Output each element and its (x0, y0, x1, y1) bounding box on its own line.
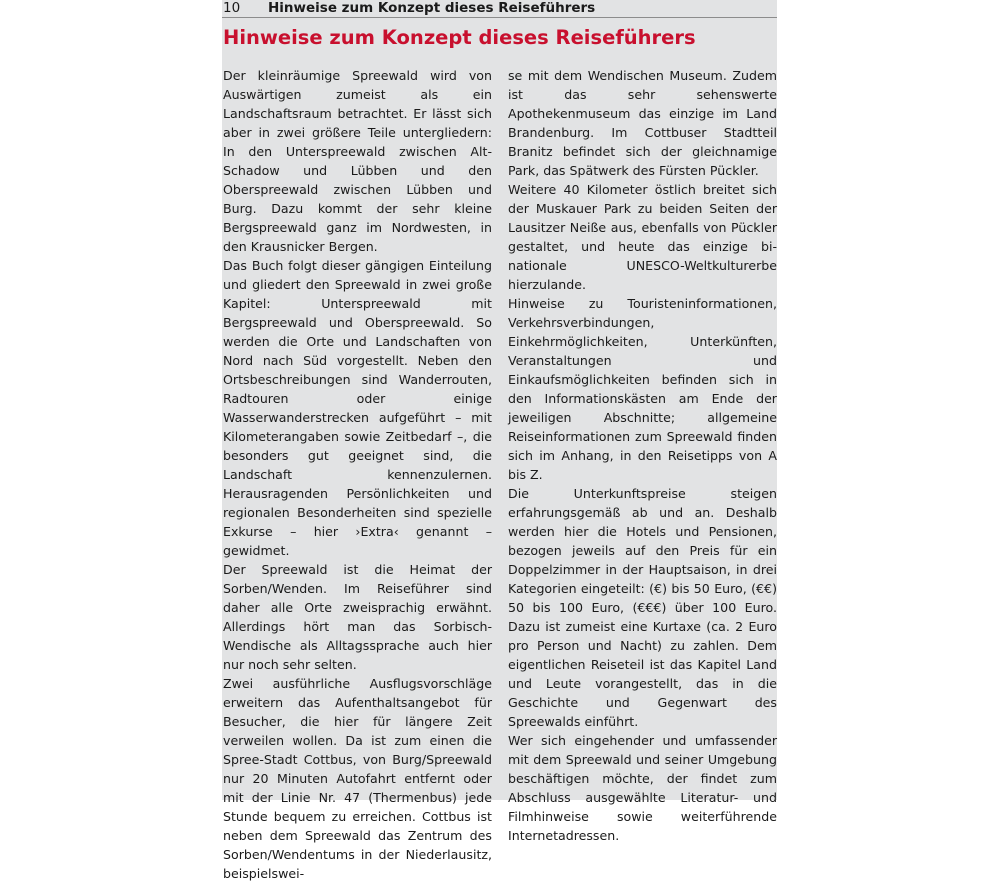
running-head (222, 0, 777, 18)
paragraph: Der kleinräumige Spreewald wird von Auswärtigen zumeist als ein Landschaftsraum betrachtet. Er lässt sich aber in zwei größere Teile untergliedern: In den Unterspreewald zwischen Alt-Schadow und Lübben und den Oberspreewald zwischen Lübben und Burg. Dazu kommt der sehr kleine Bergspreewald ganz im Nordwesten, in den Krausnicker Bergen. (223, 68, 492, 254)
running-head-title: Hinweise zum Konzept dieses Reiseführers (268, 0, 596, 16)
paragraph: Das Buch folgt dieser gängigen Einteilung und gliedert den Spreewald in zwei große Kapitel: Unterspreewald mit Bergspreewald und Oberspreewald. So werden die Orte und Landschaften von Nord nach Süd vorgestellt. Neben den Ortsbeschreibungen sind Wanderrouten, Radtouren oder einige Wasserwanderstrecken aufgeführt – mit Kilometerangaben sowie Zeitbedarf –, die besonders gut geeignet sind, die Landschaft kennenzulernen. Herausragenden Persönlichkeiten und regionalen Besonderheiten sind spezielle Exkurse – hier ›Extra‹ genannt – gewidmet. (223, 258, 492, 558)
paragraph: Weitere 40 Kilometer östlich breitet sich der Muskauer Park zu beiden Seiten der Lausitzer Neiße aus, ebenfalls von Pückler gestaltet, und heute das einzige bi-nationale UNESCO-Weltkulturerbe hierzulande. (508, 182, 777, 292)
paragraph: Die Unterkunftspreise steigen erfahrungsgemäß ab und an. Deshalb werden hier die Hotels und Pensionen, bezogen jeweils auf den Preis für ein Doppelzimmer in der Hauptsaison, in drei Kategorien eingeteilt: (€) bis 50 Euro, (€€) 50 bis 100 Euro, (€€€) über 100 Euro. Dazu ist zumeist eine Kurtaxe (ca. 2 Euro pro Person und Nacht) zu zahlen. Dem eigentlichen Reiseteil ist das Kapitel Land und Leute vorangestellt, das in die Geschichte und Gegenwart des Spreewalds einführt. (508, 486, 777, 729)
paragraph: Der Spreewald ist die Heimat der Sorben/Wenden. Im Reiseführer sind daher alle Orte zweisprachig erwähnt. Allerdings hört man das Sorbisch-Wendische als Alltagssprache auch hier nur noch sehr selten. (223, 562, 492, 672)
text-column-left (223, 66, 492, 883)
paragraph: Wer sich eingehender und umfassender mit dem Spreewald und seiner Umgebung beschäftigen möchte, der findet zum Abschluss ausgewählte Literatur- und Filmhinweise sowie weiterführende Internetadressen. (508, 733, 777, 843)
page-number: 10 (223, 0, 241, 16)
paragraph: se mit dem Wendischen Museum. Zudem ist das sehr sehenswerte Apothekenmuseum das einzige im Land Brandenburg. Im Cottbuser Stadtteil Branitz befindet sich der gleichnamige Park, das Spätwerk des Fürsten Pückler. (508, 68, 777, 178)
paragraph: Zwei ausführliche Ausflugsvorschläge erweitern das Aufenthaltsangebot für Besucher, die hier für längere Zeit verweilen wollen. Da ist zum einen die Spree-Stadt Cottbus, von Burg/Spreewald nur 20 Minuten Autofahrt entfernt oder mit der Linie Nr. 47 (Thermenbus) jede Stunde bequem zu erreichen. Cottbus ist neben dem Spreewald das Zentrum des Sorben/Wendentums in der Niederlausitz, beispielswei- (223, 676, 492, 881)
paragraph: Hinweise zu Touristeninformationen, Verkehrsverbindungen, Einkehrmöglichkeiten, Unterkünften, Veranstaltungen und Einkaufsmöglichkeiten befinden sich in den Informationskästen am Ende der jeweiligen Abschnitte; allgemeine Reiseinformationen zum Spreewald finden sich im Anhang, in den Reisetipps von A bis Z. (508, 296, 777, 482)
chapter-title: Hinweise zum Konzept dieses Reiseführers (223, 26, 696, 49)
text-column-right (508, 66, 777, 845)
book-page (222, 0, 777, 881)
